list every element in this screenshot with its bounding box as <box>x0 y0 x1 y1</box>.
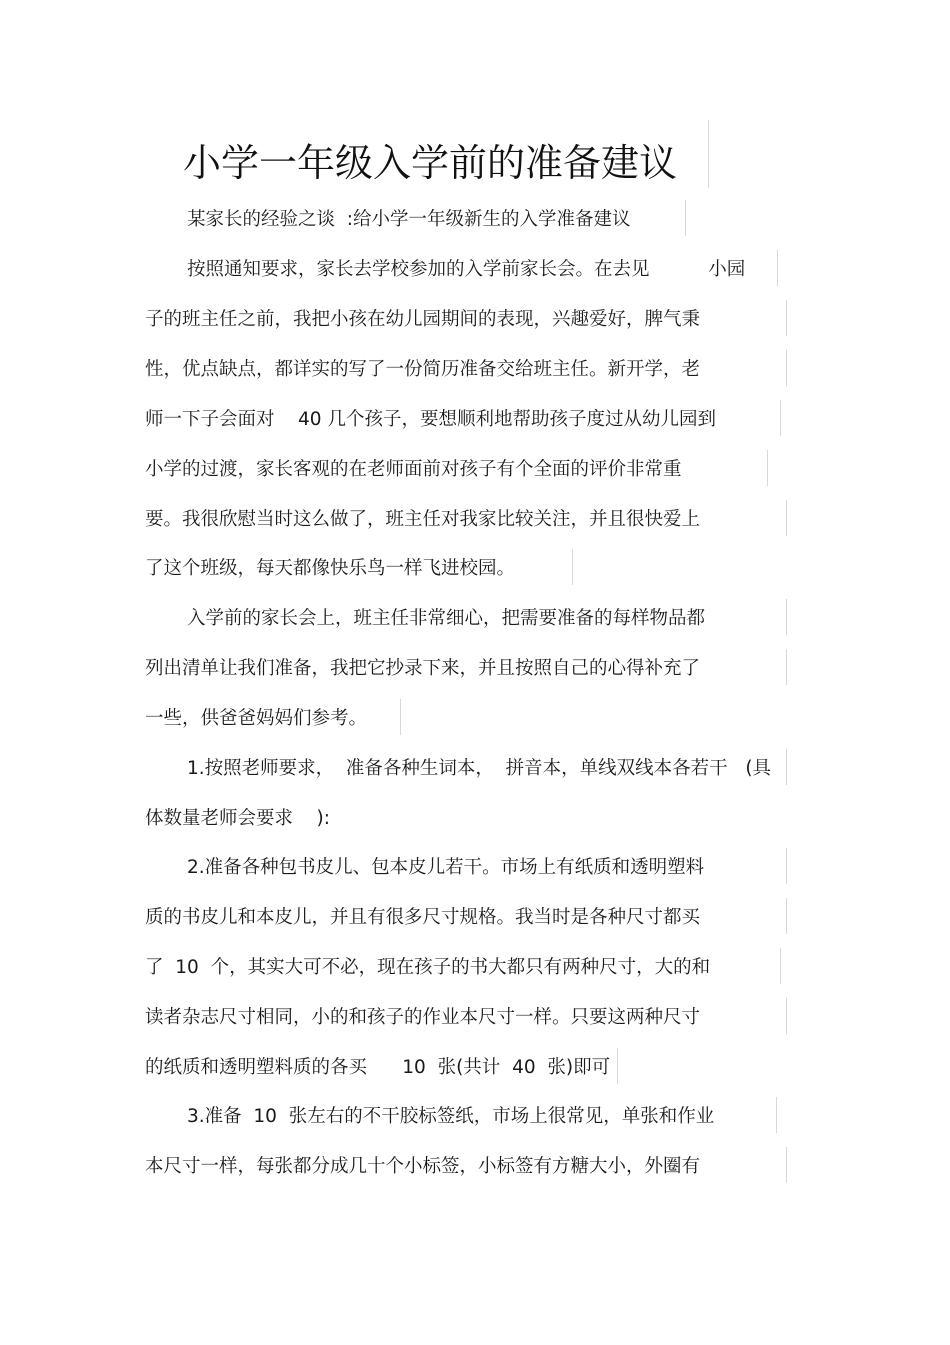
line-edge-mark <box>786 1147 787 1183</box>
line-edge-mark <box>786 749 787 785</box>
list-item-line: 2.准备各种包书皮儿、包本皮儿若干。市场上有纸质和透明塑料 <box>187 857 705 878</box>
paragraph-line: 一些，供爸爸妈妈们参考。 <box>145 708 368 729</box>
paragraph-line: 性，优点缺点，都详实的写了一份简历准备交给班主任。新开学，老 <box>145 359 701 380</box>
line-edge-mark <box>786 350 787 386</box>
line-edge-mark <box>776 1097 777 1133</box>
line-edge-mark <box>780 948 781 984</box>
title-edge-line <box>708 120 709 188</box>
list-item-line: 读者杂志尺寸相同，小的和孩子的作业本尺寸一样。只要这两种尺寸 <box>145 1007 701 1028</box>
line-edge-mark <box>780 400 781 436</box>
line-edge-mark <box>400 699 401 735</box>
line-edge-mark <box>786 848 787 884</box>
line-edge-mark <box>786 599 787 635</box>
list-item-line: 了 10 个，其实大可不必，现在孩子的书大都只有两种尺寸，大的和 <box>145 957 711 978</box>
paragraph-line: 师一下子会面对 40 几个孩子，要想顺利地帮助孩子度过从幼儿园到 <box>145 409 716 430</box>
paragraph-line: 列出清单让我们准备，我把它抄录下来，并且按照自己的心得补充了 <box>145 658 701 679</box>
list-item-line: 1.按照老师要求， 准备各种生词本， 拼音本，单线双线本各若干 (具 <box>187 758 772 779</box>
line-edge-mark <box>786 898 787 934</box>
line-edge-mark <box>617 1048 618 1084</box>
subtitle-edge-line <box>685 200 686 236</box>
list-item-line: 质的书皮儿和本皮儿，并且有很多尺寸规格。我当时是各种尺寸都买 <box>145 907 701 928</box>
document-title: 小学一年级入学前的准备建议 <box>183 141 678 185</box>
line-edge-mark <box>786 500 787 536</box>
document-subtitle: 某家长的经验之谈 :给小学一年级新生的入学准备建议 <box>187 209 631 230</box>
line-edge-mark <box>777 250 778 286</box>
paragraph-line: 小学的过渡，家长客观的在老师面前对孩子有个全面的评价非常重 <box>145 459 682 480</box>
line-edge-mark <box>786 649 787 685</box>
paragraph-line: 入学前的家长会上，班主任非常细心，把需要准备的每样物品都 <box>187 608 706 629</box>
line-edge-mark <box>786 998 787 1034</box>
paragraph-line: 子的班主任之前，我把小孩在幼儿园期间的表现，兴趣爱好，脾气秉 <box>145 309 701 330</box>
paragraph-line: 要。我很欣慰当时这么做了，班主任对我家比较关注，并且很快爱上 <box>145 509 701 530</box>
list-item-line: 体数量老师会要求 ): <box>145 808 330 829</box>
line-edge-mark <box>786 300 787 336</box>
list-item-line: 本尺寸一样，每张都分成几十个小标签，小标签有方糖大小，外圈有 <box>145 1156 701 1177</box>
line-edge-mark <box>572 549 573 585</box>
list-item-line: 3.准备 10 张左右的不干胶标签纸，市场上很常见，单张和作业 <box>187 1106 715 1127</box>
paragraph-line: 了这个班级，每天都像快乐鸟一样飞进校园。 <box>145 558 516 579</box>
list-item-line: 的纸质和透明塑料质的各买 10 张(共计 40 张)即可 <box>145 1057 611 1078</box>
paragraph-line: 按照通知要求，家长去学校参加的入学前家长会。在去见 小园 <box>187 259 746 280</box>
line-edge-mark <box>767 450 768 486</box>
